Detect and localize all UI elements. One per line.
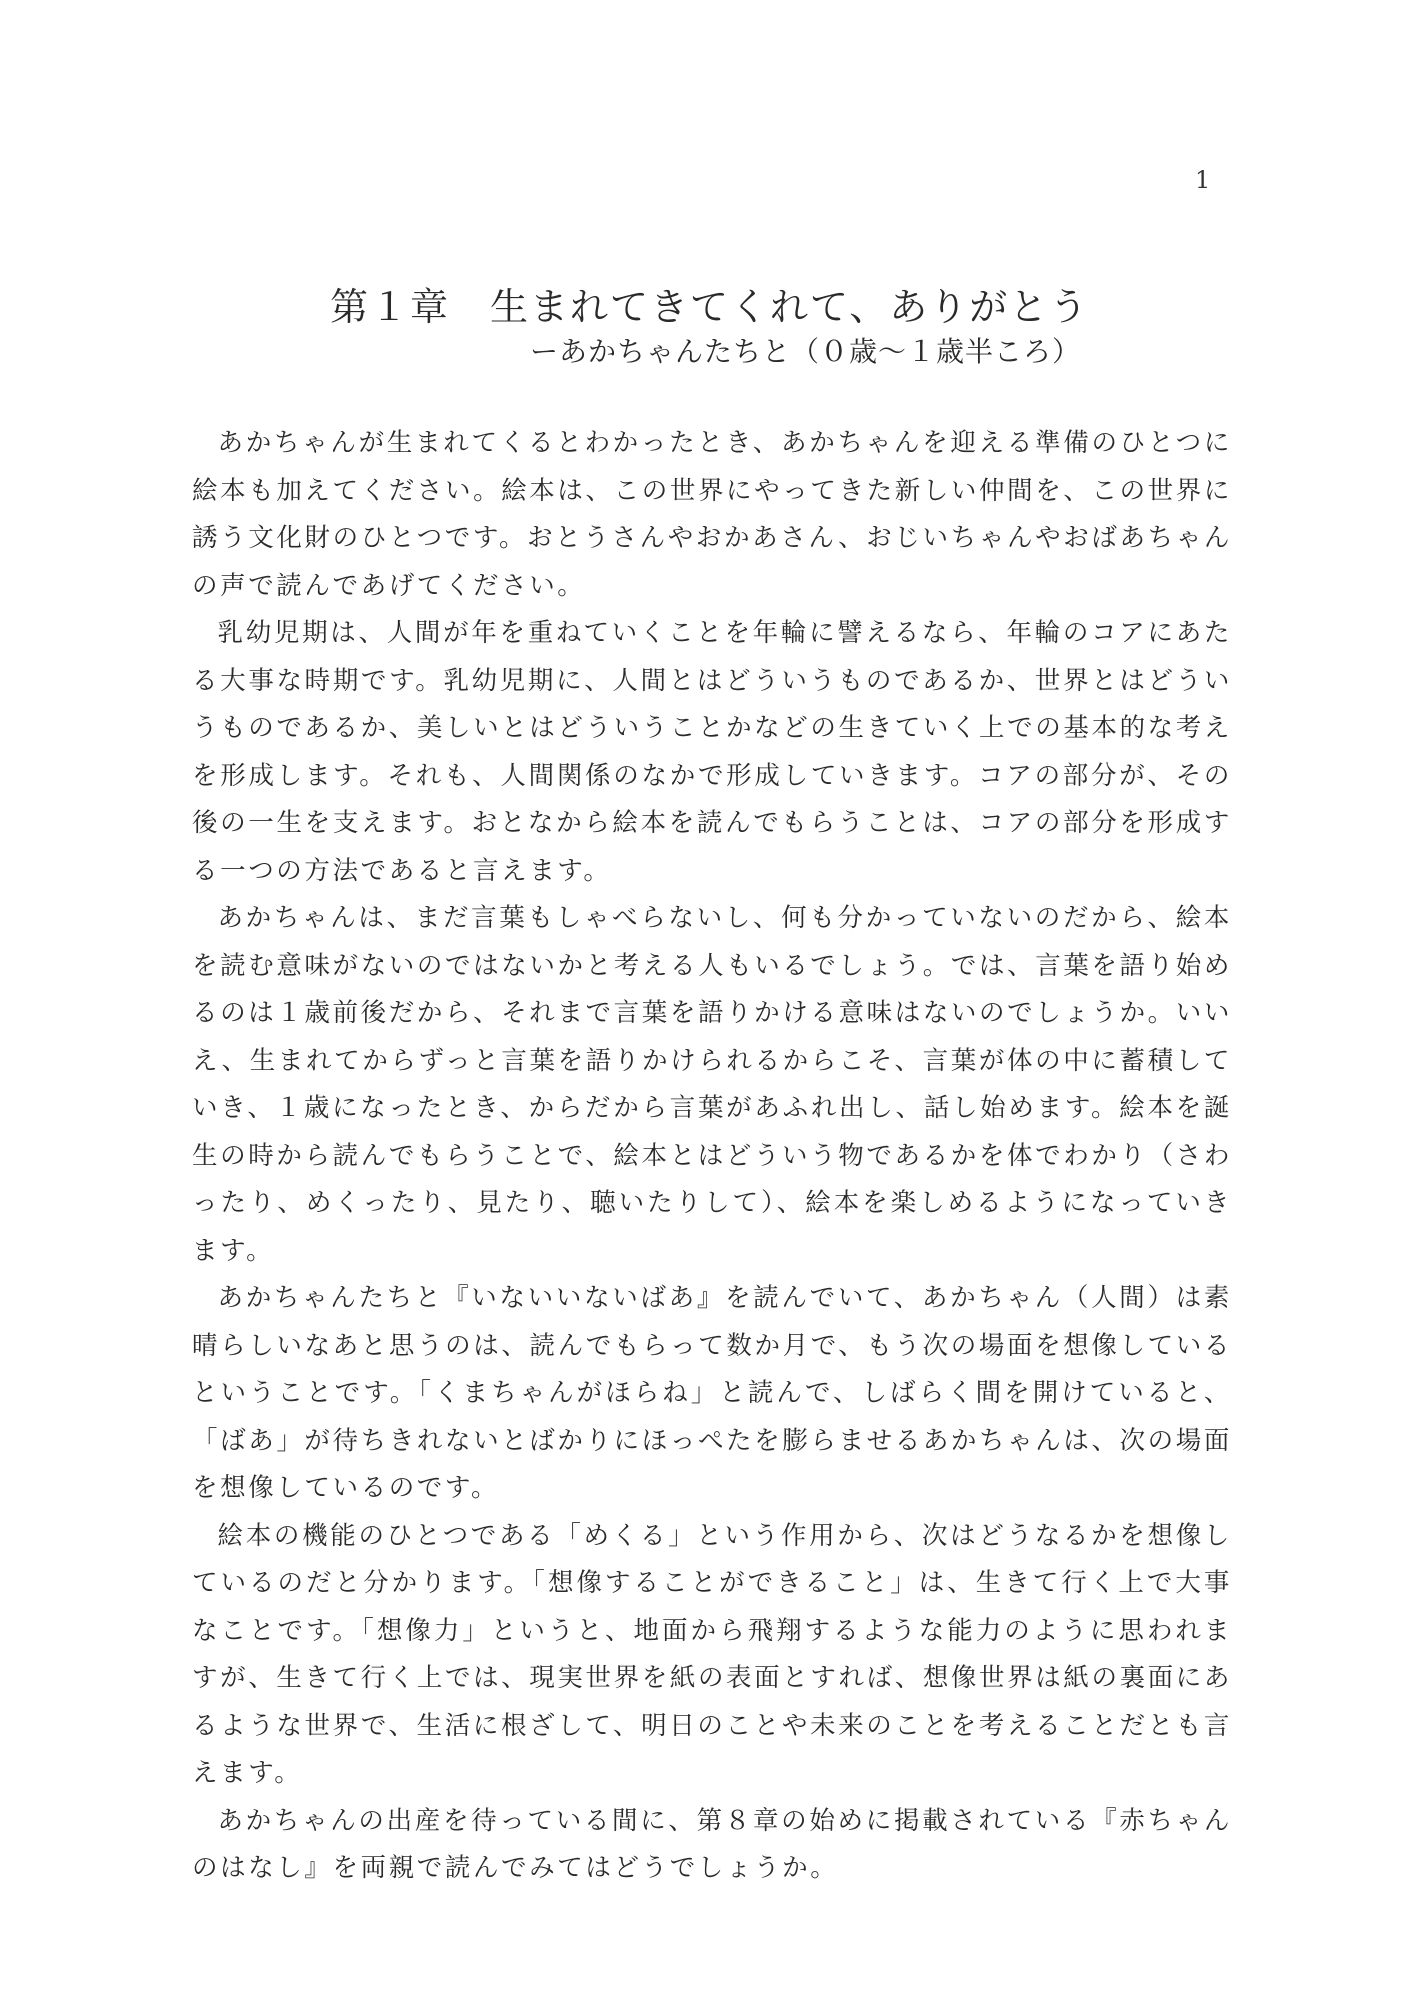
paragraph: 絵本の機能のひとつである「めくる」という作用から、次はどうなるかを想像しているのだと分かります。「想像することができること」は、生きて行く上で大事なことです。「想像力」というと、地面から飛翔するような能力のように思われますが、生きて行く上では、現実世界を紙の表面とすれば、想像世界は紙の裏面にあるような世界で、生活に根ざして、明日のことや未来のことを考えることだとも言えます。 [192, 1520, 1232, 1788]
paragraph: あかちゃんは、まだ言葉もしゃべらないし、何も分かっていないのだから、絵本を読む意味がないのではないかと考える人もいるでしょう。では、言葉を語り始めるのは１歳前後だから、それまで言葉を語りかける意味はないのでしょうか。いいえ、生まれてからずっと言葉を語りかけられるからこそ、言葉が体の中に蓄積していき、１歳になったとき、からだから言葉があふれ出し、話し始めます。絵本を誕生の時から読んでもらうことで、絵本とはどういう物であるかを体でわかり（さわったり、めくったり、見たり、聴いたりして）、絵本を楽しめるようになっていきます。 [192, 903, 1232, 1266]
paragraph: あかちゃんが生まれてくるとわかったとき、あかちゃんを迎える準備のひとつに絵本も加えてください。絵本は、この世界にやってきた新しい仲間を、この世界に誘う文化財のひとつです。おとうさんやおかあさん、おじいちゃんやおばあちゃんの声で読んであげてください。 [192, 428, 1232, 601]
chapter-subtitle: ーあかちゃんたちと（０歳～１歳半ころ） [530, 335, 1082, 368]
paragraph: あかちゃんの出産を待っている間に、第８章の始めに掲載されている『赤ちゃんのはなし』を両親で読んでみてはどうでしょうか。 [192, 1805, 1232, 1883]
chapter-title: 第１章 生まれてきてくれて、ありがとう [330, 285, 1090, 329]
paragraph: あかちゃんたちと『いないいないばあ』を読んでいて、あかちゃん（人間）は素晴らしいなあと思うのは、読んでもらって数か月で、もう次の場面を想像しているということです。「くまちゃんがほらね」と読んで、しばらく間を開けていると、「ばあ」が待ちきれないとばかりにほっぺたを膨らませるあかちゃんは、次の場面を想像しているのです。 [192, 1283, 1232, 1503]
page-number: 1 [1195, 166, 1211, 194]
body-text [192, 420, 1232, 1893]
paragraph: 乳幼児期は、人間が年を重ねていくことを年輪に譬えるなら、年輪のコアにあたる大事な時期です。乳幼児期に、人間とはどういうものであるか、世界とはどういうものであるか、美しいとはどういうことかなどの生きていく上での基本的な考えを形成します。それも、人間関係のなかで形成していきます。コアの部分が、その後の一生を支えます。おとなから絵本を読んでもらうことは、コアの部分を形成する一つの方法であると言えます。 [192, 618, 1232, 886]
